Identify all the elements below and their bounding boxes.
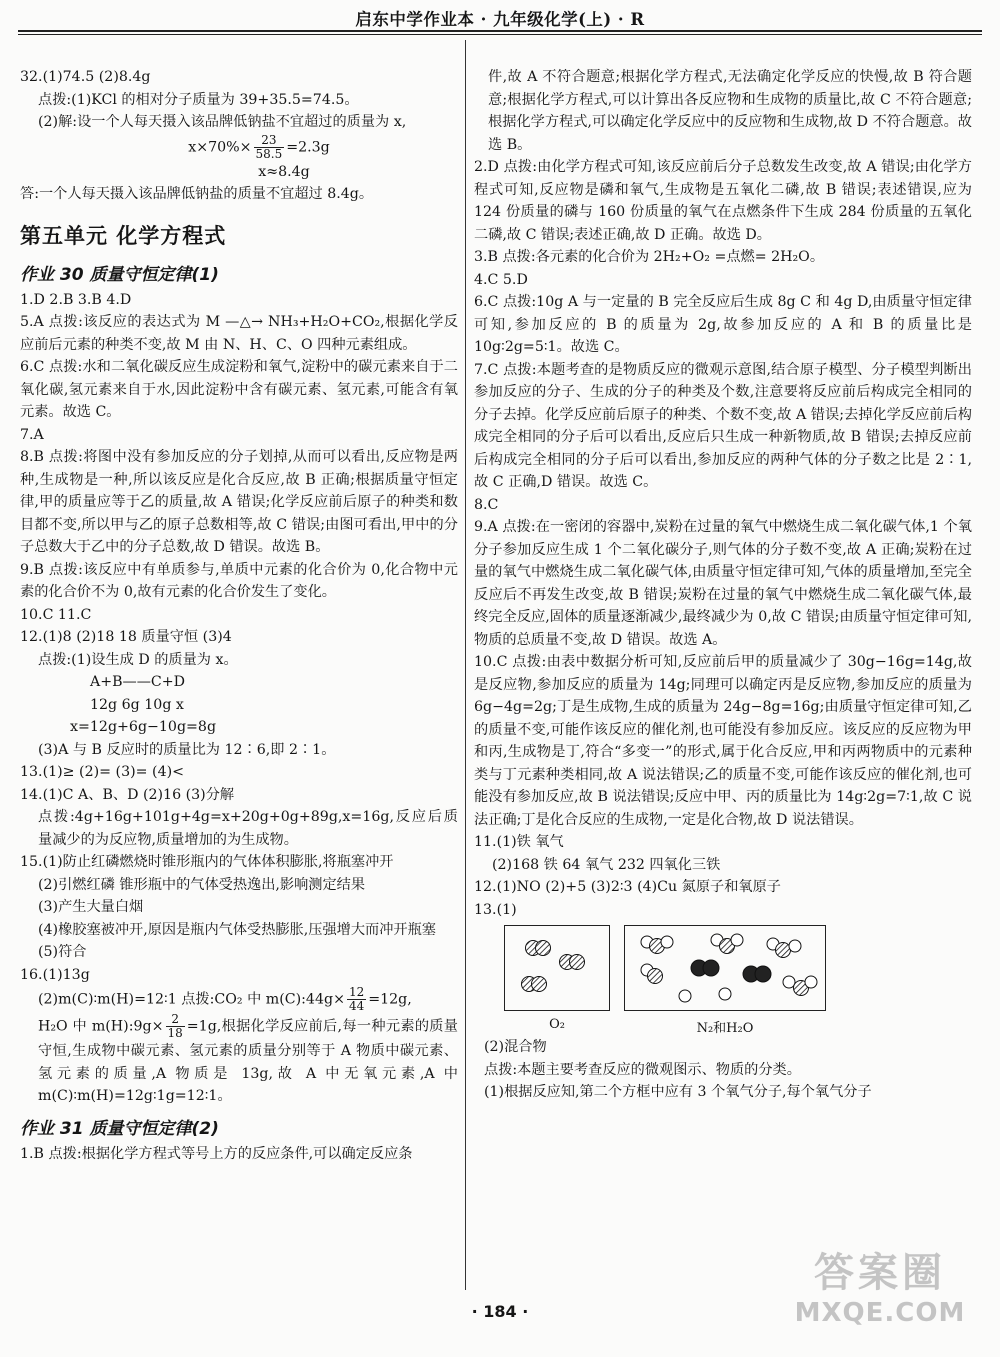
page-header-title: 启东中学作业本 · 九年级化学(上) · R (355, 10, 645, 29)
hint-31-13-1: (1)根据反应知,第二个方框中应有 3 个氧气分子,每个氧气分子 (484, 1084, 872, 1100)
answer-31-12: 12.(1)NO (2)+5 (3)2∶3 (4)Cu 氮原子和氧原子 (474, 879, 781, 895)
watermark-line2: MXQE.COM (794, 1298, 966, 1328)
answer-15-2: (2)引燃红磷 锥形瓶中的气体受热逸出,影响测定结果 (38, 876, 366, 893)
hint-31-13: 点拨:本题主要考查反应的微观图示、物质的分类。 (484, 1061, 801, 1078)
n2-h2o-box-svg (624, 925, 826, 1011)
answer-7: 7.A (20, 426, 44, 443)
caption-n2-h2o: N₂和H₂O (696, 1021, 754, 1036)
nitrogen-molecule (743, 966, 771, 982)
result-12: x=12g+6g−10g=8g (70, 719, 217, 735)
answer-31-11-2: (2)168 铁 64 氧气 232 四氧化三铁 (492, 856, 721, 873)
answer-6: 6.C 点拨:水和二氧化碳反应生成淀粉和氧气,淀粉中的碳元素来自于二氧化碳,氢元素来自于水,因此淀粉中含有碳元素、氢元素,可能含有氧元素。故选 C。 (20, 359, 458, 420)
answer-5: 5.A 点拨:该反应的表达式为 M —△→ NH₃+H₂O+CO₂,根据化学反应前后元素的种类不变,故 M 由 N、H、C、O 四种元素组成。 (20, 314, 458, 353)
answer-32: 32.(1)74.5 (2)8.4g (20, 69, 151, 85)
answer-31-6: 6.C 点拨:10g A 与一定量的 B 完全反应后生成 8g C 和 4g D,由质量守恒定律可知,参加反应的 B 的质量为 2g,故参加反应的 A 和 B 的质量比是 10g∶2g=5∶1。故选 C。 (474, 294, 972, 355)
hint-14: 点拨:4g+16g+101g+4g=x+20g+0g+89g,x=16g,反应后质量减少的为反应物,质量增加的为生成物。 (38, 809, 458, 848)
text: H₂O 中 m(H):9g× (38, 1018, 164, 1035)
answer-31-1-cont: 件,故 A 不符合题意;根据化学方程式,无法确定化学反应的快慢,故 B 符合题意;根据化学方程式,可以计算出各反应物和生成物的质量比,故 C 不符合题意;根据化学方程式,可以确定化学反应中的反应物和生成物,故 D 不符合题意。故选 B。 (488, 69, 972, 153)
answer-1-4: 1.D 2.B 3.B 4.D (20, 291, 132, 308)
hint-12-3: (3)A 与 B 反应时的质量比为 12∶6,即 2∶1。 (38, 741, 336, 758)
answer-31-10: 10.C 点拨:由表中数据分析可知,反应前后甲的质量减少了 30g−16g=14g,故是反应物,参加反应的质量为 14g;同理可以确定丙是反应物,参加反应的质量为 6g−4g=2g;丁是生成物,生成的质量为 24g−8g=16g;由质量守恒定律可知,乙的质量不变,可能作该反应的催化剂,也可能没有参加反应。该反应的反应物为甲和丙,生成物是丁,符合“多变一”的形式,属于化合反应,甲和丙两物质中的元素种类与丁元素种类相同,故 A 说法错误;乙的质量不变,可能作该反应的催化剂,也可能没有参加反应,故 B 说法错误;反应中甲、丙的质量比为 14g∶2g=7∶1,故 C 说法正确;丁是化合反应的生成物,一定是化合物,故 D 说法错误。 (474, 654, 972, 828)
answer-9: 9.B 点拨:该反应中有单质参与,单质中元素的化合价为 0,化合物中元素的化合价不为 0,故有元素的化合价发生了变化。 (20, 561, 458, 600)
homework-31-title: 作业 31 质量守恒定律(2) (20, 1118, 219, 1139)
header-rule-thin (18, 34, 982, 35)
unit-title: 第五单元 化学方程式 (20, 223, 227, 248)
oxygen-molecule (526, 941, 551, 956)
answer-15-1: 15.(1)防止红磷燃烧时锥形瓶内的气体体积膨胀,将瓶塞冲开 (20, 854, 394, 870)
header-rule (18, 30, 982, 32)
answer-16-3 (20, 1013, 458, 1108)
hint-32-2: (2)解:设一个人每天摄入该品牌低钠盐不宜超过的质量为 x, (38, 114, 407, 130)
answer-31-13-2: (2)混合物 (484, 1039, 547, 1055)
water-molecule (641, 964, 663, 984)
page-number: · 184 · (471, 1302, 529, 1321)
text: (2)m(C)∶m(H)=12∶1 点拨:CO₂ 中 m(C):44g× (38, 991, 345, 1008)
answer-15-3: (3)产生大量白烟 (38, 899, 144, 915)
answer-13: 13.(1)≥ (2)= (3)= (4)< (20, 764, 185, 780)
oxygen-molecule (560, 955, 585, 970)
o2-box-svg (504, 925, 610, 1011)
column-divider (465, 40, 466, 1290)
left-column (20, 66, 458, 1165)
equation-32 (20, 134, 458, 161)
water-molecule (711, 934, 743, 954)
result-32: x≈8.4g (258, 163, 310, 180)
box-n2-h2o (624, 925, 826, 1036)
hint-12: 点拨:(1)设生成 D 的质量为 x。 (38, 651, 238, 668)
molecule-diagram (504, 925, 972, 1036)
oxygen-molecule (522, 977, 547, 992)
hint-32-1: 点拨:(1)KCl 的相对分子质量为 39+35.5=74.5。 (38, 91, 359, 108)
watermark-logo (780, 1248, 980, 1348)
equation-12: A+B——C+D (90, 674, 186, 690)
text: =1g,根据化学反应前后,每一种元素的质量守恒,生成物中碳元素、氢元素的质量分别等于 A 物质中碳元素、氢元素的质量,A 物质是 13g,故 A 中无氧元素,A 中 m(C)∶m(H)=12g∶1g=12∶1。 (38, 1018, 458, 1104)
water-molecule (783, 976, 817, 996)
answer-8: 8.B 点拨:将图中没有参加反应的分子划掉,从而可以看出,反应物是两种,生成物是一种,所以该反应是化合反应,故 B 正确;根据质量守恒定律,甲的质量应等于乙的质量,故 A 错误;化学反应前后原子的种类和数目都不变,所以甲与乙的原子总数相等,故 C 错误;由图可看出,甲中的分子总数大于乙中的分子总数,故 D 错误。故选 B。 (20, 449, 458, 555)
answer-31-7: 7.C 点拨:本题考查的是物质反应的微观示意图,结合原子模型、分子模型判断出参加反应的分子、生成的分子的种类及个数,注意要将反应前后构成完全相同的分子去掉。化学反应前后原子的种类、个数不变,故 A 错误;去掉化学反应前后构成完全相同的分子后可以看出,反应后只生成一种新物质,故 B 错误;去掉反应前后构成完全相同的分子后可以看出,参加反应的两种气体的分子数之比是 2∶1,故 C 正确,D 错误。故选 C。 (474, 361, 972, 490)
water-molecule (767, 938, 801, 958)
answer-14: 14.(1)C A、B、D (2)16 (3)分解 (20, 786, 235, 803)
fraction: $\frac{23}{58.5}$ (255, 132, 283, 161)
homework-30-title: 作业 30 质量守恒定律(1) (20, 264, 219, 285)
answer-31-9: 9.A 点拨:在一密闭的容器中,炭粉在过量的氧气中燃烧生成二氧化碳气体,1 个氧分子参加反应生成 1 个二氧化碳分子,则气体的分子数不变,故 A 正确;炭粉在过量的氧气中燃烧生成二氧化碳气体,由质量守恒定律可知,气体的质量增加,至完全反应后不再发生改变,故 B 错误;炭粉在过量的氧气中燃烧生成二氧化碳气体,最终完全反应,固体的质量逐渐减少,最终减少为 0,故 C 错误;由质量守恒定律可知,物质的总质量不变,故 D 错误。故选 A。 (474, 519, 972, 648)
answer-12: 12.(1)8 (2)18 18 质量守恒 (3)4 (20, 629, 232, 645)
answer-31-2: 2.D 点拨:由化学方程式可知,该反应前后分子总数发生改变,故 A 错误;由化学方程式可知,反应物是磷和氧气,生成物是五氧化二磷,故 B 错误;表述错误,应为 124 份质量的磷与 160 份质量的氧气在点燃条件下生成 284 份质量的五氧化二磷,故 C 错误;表述正确,故 D 正确。故选 D。 (474, 159, 972, 243)
fraction: $\frac{12}{44}$ (348, 985, 365, 1013)
answer-10-11: 10.C 11.C (20, 606, 92, 623)
answer-31-3: 3.B 点拨:各元素的化合价为 2H₂+O₂ =点燃= 2H₂O。 (474, 249, 825, 265)
equation-left: x×70%× (188, 139, 252, 155)
answer-31-4-5: 4.C 5.D (474, 271, 528, 288)
answer-15-5: (5)符合 (38, 944, 87, 960)
answer-31-8: 8.C (474, 496, 499, 513)
right-column (474, 66, 972, 1104)
equation-right: =2.3g (286, 139, 330, 155)
box-o2 (504, 925, 610, 1036)
answer-15-4: (4)橡胶塞被冲开,原因是瓶内气体受热膨胀,压强增大而冲开瓶塞 (38, 921, 436, 938)
watermark-line1: 答案圈 (814, 1250, 946, 1296)
conclusion-32: 答:一个人每天摄入该品牌低钠盐的质量不宜超过 8.4g。 (20, 186, 374, 202)
nitrogen-molecule (691, 960, 719, 976)
answer-31-11: 11.(1)铁 氧气 (474, 834, 564, 850)
answer-31-1: 1.B 点拨:根据化学方程式等号上方的反应条件,可以确定反应条 (20, 1145, 413, 1162)
answer-16-2 (20, 986, 458, 1013)
text: =12g, (368, 991, 412, 1008)
water-molecule (641, 936, 673, 954)
caption-o2: O₂ (549, 1017, 565, 1032)
masses-12: 12g 6g 10g x (90, 696, 184, 713)
answer-31-13: 13.(1) (474, 901, 517, 918)
answer-16-1: 16.(1)13g (20, 966, 90, 983)
water-molecule (679, 988, 731, 1002)
fraction: $\frac{2}{18}$ (167, 1012, 183, 1040)
